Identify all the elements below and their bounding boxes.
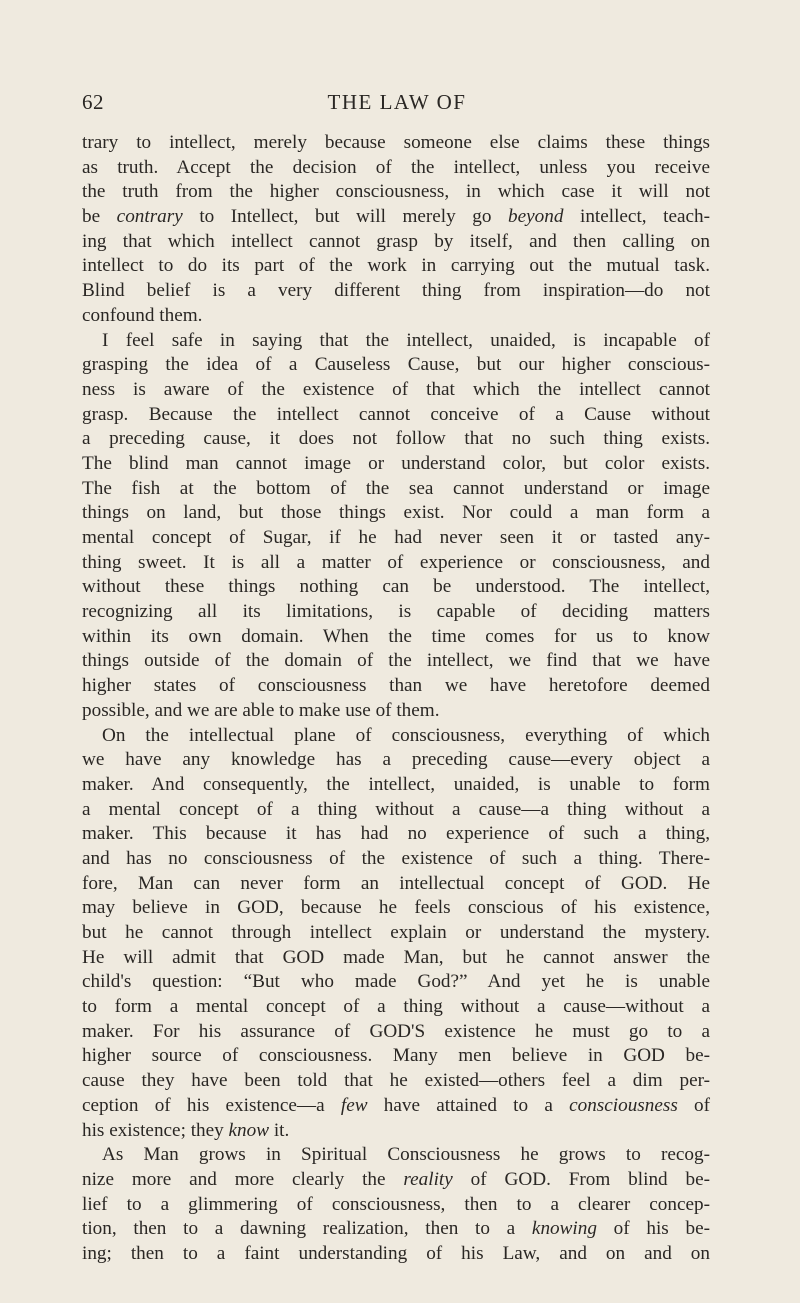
text-line: be contrary to Intellect, but will merely go beyond intellect, teach- xyxy=(82,206,710,228)
text-line: Blind belief is a very different thing from inspiration—do not xyxy=(82,280,710,302)
running-head xyxy=(82,90,712,120)
text-line: I feel safe in saying that the intellect, unaided, is incapable of xyxy=(102,329,710,351)
text-line: nize more and more clearly the reality of GOD. From blind be- xyxy=(82,1168,710,1190)
text-line: things outside of the domain of the intellect, we find that we have xyxy=(82,650,710,672)
text-line: within its own domain. When the time comes for us to know xyxy=(82,625,710,647)
text-line: may believe in GOD, because he feels conscious of his existence, xyxy=(82,897,710,919)
text-line: a mental concept of a thing without a cause—a thing without a xyxy=(82,798,710,820)
text-line: lief to a glimmering of consciousness, then to a clearer concep- xyxy=(82,1193,710,1215)
text-line: to form a mental concept of a thing without a cause—without a xyxy=(82,996,710,1018)
text-line: things on land, but those things exist. Nor could a man form a xyxy=(82,502,710,524)
text-line: maker. And consequently, the intellect, unaided, is unable to form xyxy=(82,773,710,795)
text-line: his existence; they know it. xyxy=(82,1119,290,1141)
text-line: mental concept of Sugar, if he had never seen it or tasted any- xyxy=(82,527,710,548)
text-line: child's question: “But who made God?” And yet he is unable xyxy=(82,971,710,993)
text-line: ing; then to a faint understanding of his Law, and on and on xyxy=(82,1242,710,1264)
text-line: intellect to do its part of the work in carrying out the mutual task. xyxy=(82,255,710,277)
text-line: possible, and we are able to make use of them. xyxy=(82,699,440,721)
text-line: As Man grows in Spiritual Consciousness he grows to recog- xyxy=(102,1144,710,1166)
text-line: ness is aware of the existence of that which the intellect cannot xyxy=(82,378,710,400)
text-line: fore, Man can never form an intellectual concept of GOD. He xyxy=(82,872,710,894)
text-line: grasping the idea of a Causeless Cause, but our higher conscious- xyxy=(82,354,710,376)
text-line: a preceding cause, it does not follow that no such thing exists. xyxy=(82,428,710,450)
text-line: confound them. xyxy=(82,304,203,326)
text-line: The fish at the bottom of the sea cannot understand or image xyxy=(82,477,710,499)
text-line: ing that which intellect cannot grasp by itself, and then calling on xyxy=(82,230,710,252)
text-line: On the intellectual plane of consciousness, everything of which xyxy=(102,724,710,746)
text-line: trary to intellect, merely because someone else claims these things xyxy=(82,132,710,153)
text-line: The blind man cannot image or understand color, but color exists. xyxy=(82,452,710,474)
text-line: and has no consciousness of the existence of such a thing. There- xyxy=(82,847,710,869)
text-line: cause they have been told that he existed—others feel a dim per- xyxy=(82,1070,710,1092)
text-line: without these things nothing can be understood. The intellect, xyxy=(82,576,710,598)
running-title: THE LAW OF xyxy=(327,90,467,114)
text-line: higher source of consciousness. Many men believe in GOD be- xyxy=(82,1045,710,1067)
text-line: maker. This because it has had no experience of such a thing, xyxy=(82,823,710,845)
text-line: He will admit that GOD made Man, but he cannot answer the xyxy=(82,946,710,968)
text-line: the truth from the higher consciousness, in which case it will not xyxy=(82,181,710,203)
text-line: as truth. Accept the decision of the intellect, unless you receive xyxy=(82,156,710,178)
text-line: recognizing all its limitations, is capable of deciding matters xyxy=(82,601,710,623)
text-line: we have any knowledge has a preceding cause—every object a xyxy=(82,749,710,771)
text-line: but he cannot through intellect explain or understand the mystery. xyxy=(82,922,710,943)
text-line: tion, then to a dawning realization, then to a knowing of his be- xyxy=(82,1218,710,1240)
text-line: higher states of consciousness than we have heretofore deemed xyxy=(82,675,710,697)
text-line: thing sweet. It is all a matter of experience or consciousness, and xyxy=(82,551,710,573)
text-line: grasp. Because the intellect cannot conceive of a Cause without xyxy=(82,403,710,425)
body-text xyxy=(82,131,710,1267)
text-line: ception of his existence—a few have attained to a consciousness of xyxy=(82,1094,711,1116)
page-number: 62 xyxy=(82,90,104,114)
text-line: maker. For his assurance of GOD'S existence he must go to a xyxy=(82,1020,710,1042)
